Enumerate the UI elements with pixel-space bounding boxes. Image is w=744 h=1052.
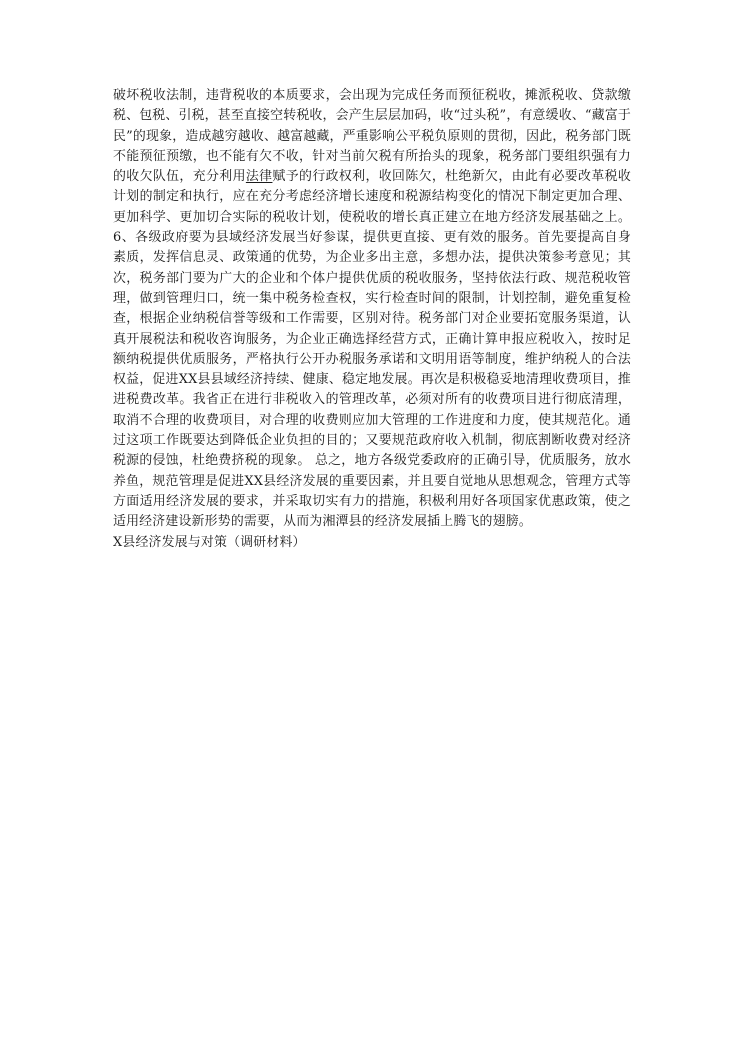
body-text-segment-2: 赋予的行政权利，收回陈欠，杜绝新欠，由此有必要改革税收计划的制定和执行，应在充分考虑经济增长速度和税源结构变化的情况下制定更加合理、更加科学、更加切合实际的税收计划，使税收的增长真正建立在地方经济发展基础之上。 6、各级政府要为县域经济发展当好参谋，提供更直接、更有效的服务。首先要提高自身素质，发挥信息灵、政策通的优势，为企业多出主意，多想办法，提供决策参考意见；其次，税务部门要为广大的企业和个体户提供优质的税收服务，坚持依法行政、规范税收管理，做到管理归口，统一集中税务检查权，实行检查时间的限制，计划控制，避免重复检查，根据企业纳税信誉等级和工作需要，区别对待。税务部门对企业要拓宽服务渠道，认真开展税法和税收咨询服务，为企业正确选择经营方式，正确计算申报应税收入，按时足额纳税提供优质服务，严格执行公开办税服务承诺和文明用语等制度，维护纳税人的合法权益，促进XX县县域经济持续、健康、稳定地发展。再次是积极稳妥地清理收费项目，推进税费改革。我省正在进行非税收入的管理改革，必须对所有的收费项目进行彻底清理，取消不合理的收费项目，对合理的收费则应加大管理的工作进度和力度，使其规范化。通过这项工作既要达到降低企业负担的目的；又要规范政府收入机制，彻底割断收费对经济税源的侵蚀，杜绝费挤税的现象。 总之，地方各级党委政府的正确引导，优质服务，放水养鱼，规范管理是促进XX县经济发展的重要因素，并且要自觉地从思想观念，管理方式等方面适用经济发展的要求，并采取切实有力的措施，积极利用好各项国家优惠政策，使之适用经济建设新形势的需要，从而为湘潭县的经济发展插上腾飞的翅膀。: [113, 169, 631, 530]
document-title-footer: X县经济发展与对策（调研材料）: [113, 534, 306, 550]
body-text-segment-1: 破坏税收法制，违背税收的本质要求，会出现为完成任务而预征税收，摊派税收、贷款缴税、包税、引税，甚至直接空转税收，会产生层层加码，收“过头税”，有意缓收、“藏富于民”的现象，造成越穷越收、越富越藏，严重影响公平税负原则的贯彻，因此，税务部门既不能预征预缴，也不能有欠不收，针对当前欠税有所抬头的现象，税务部门要组织强有力的收欠队伍，充分利用: [113, 88, 631, 185]
document-content: [113, 86, 631, 553]
underlined-term: 法律: [245, 169, 273, 185]
body-paragraph: [113, 86, 631, 533]
